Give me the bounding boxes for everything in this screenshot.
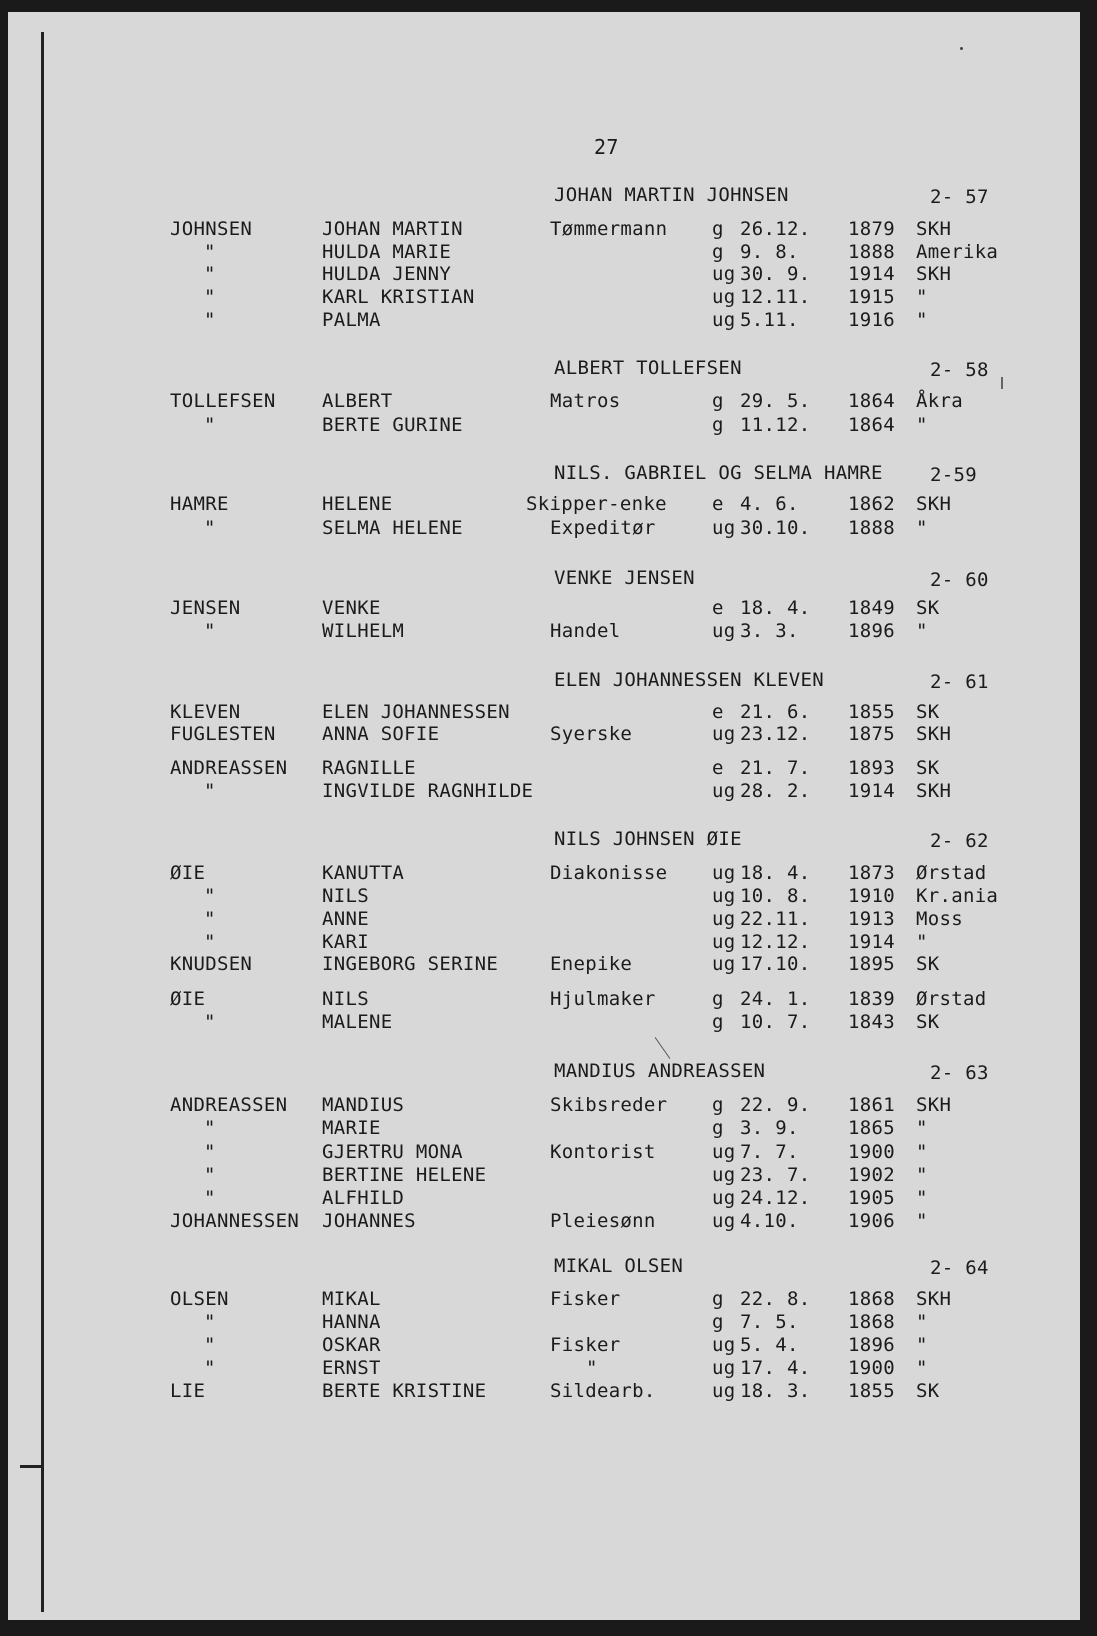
- birth-place: ": [916, 620, 928, 642]
- birth-place: SKH: [916, 493, 952, 515]
- marital-status: ug: [712, 1187, 736, 1209]
- birth-year: 1861: [848, 1094, 895, 1116]
- given-name: KARL KRISTIAN: [322, 286, 475, 308]
- given-name: GJERTRU MONA: [322, 1141, 463, 1163]
- birth-year: 1849: [848, 597, 895, 619]
- birth-place: ": [916, 309, 928, 331]
- marital-status: g: [712, 1011, 724, 1033]
- marital-status: ug: [712, 309, 736, 331]
- marital-status: ug: [712, 1380, 736, 1402]
- occupation: ": [586, 1357, 598, 1379]
- birth-place: ": [916, 1311, 928, 1333]
- surname: ": [204, 931, 216, 953]
- birth-date: 17.10.: [740, 953, 811, 975]
- birth-date: 4. 6.: [740, 493, 799, 515]
- marital-status: ug: [712, 1357, 736, 1379]
- given-name: BERTE GURINE: [322, 414, 463, 436]
- surname: ": [204, 1011, 216, 1033]
- birth-place: SKH: [916, 1288, 952, 1310]
- birth-year: 1888: [848, 241, 895, 263]
- marital-status: ug: [712, 885, 736, 907]
- birth-year: 1896: [848, 1334, 895, 1356]
- marital-status: ug: [712, 620, 736, 642]
- surname: ": [204, 620, 216, 642]
- birth-place: SKH: [916, 218, 952, 240]
- given-name: HANNA: [322, 1311, 381, 1333]
- surname: ": [204, 263, 216, 285]
- given-name: ANNA SOFIE: [322, 723, 440, 745]
- edge-mark: [20, 1465, 42, 1468]
- surname: ": [204, 1357, 216, 1379]
- birth-year: 1855: [848, 701, 895, 723]
- given-name: ALFHILD: [322, 1187, 405, 1209]
- occupation: Skibsreder: [550, 1094, 668, 1116]
- birth-place: ": [916, 931, 928, 953]
- birth-place: ": [916, 1357, 928, 1379]
- birth-date: 22. 8.: [740, 1288, 811, 1310]
- birth-year: 1839: [848, 988, 895, 1010]
- marital-status: ug: [712, 1210, 736, 1232]
- surname: ": [204, 241, 216, 263]
- birth-year: 1914: [848, 780, 895, 802]
- birth-place: ": [916, 1210, 928, 1232]
- occupation: Enepike: [550, 953, 633, 975]
- binding-line: [41, 32, 44, 1612]
- marital-status: ug: [712, 517, 736, 539]
- birth-place: ": [916, 286, 928, 308]
- birth-year: 1896: [848, 620, 895, 642]
- occupation: Fisker: [550, 1334, 621, 1356]
- given-name: KANUTTA: [322, 862, 405, 884]
- given-name: OSKAR: [322, 1334, 381, 1356]
- surname: KLEVEN: [170, 701, 241, 723]
- surname: HAMRE: [170, 493, 229, 515]
- birth-place: Kr.ania: [916, 885, 999, 907]
- section-header: MANDIUS ANDREASSEN: [554, 1060, 766, 1082]
- given-name: KARI: [322, 931, 369, 953]
- surname: ": [204, 517, 216, 539]
- marital-status: e: [712, 757, 724, 779]
- birth-date: 12.12.: [740, 931, 811, 953]
- section-header: ALBERT TOLLEFSEN: [554, 357, 742, 379]
- surname: ": [204, 1311, 216, 1333]
- birth-year: 1873: [848, 862, 895, 884]
- given-name: SELMA HELENE: [322, 517, 463, 539]
- section-header: NILS. GABRIEL OG SELMA HAMRE: [554, 462, 883, 484]
- marital-status: g: [712, 1288, 724, 1310]
- birth-date: 17. 4.: [740, 1357, 811, 1379]
- marital-status: ug: [712, 286, 736, 308]
- given-name: MANDIUS: [322, 1094, 405, 1116]
- surname: ": [204, 885, 216, 907]
- marital-status: e: [712, 701, 724, 723]
- birth-year: 1895: [848, 953, 895, 975]
- occupation: Sildearb.: [550, 1380, 656, 1402]
- birth-year: 1916: [848, 309, 895, 331]
- surname: ANDREASSEN: [170, 757, 288, 779]
- birth-place: SK: [916, 953, 940, 975]
- birth-date: 29. 5.: [740, 390, 811, 412]
- birth-date: 30. 9.: [740, 263, 811, 285]
- marital-status: ug: [712, 723, 736, 745]
- birth-date: 5. 4.: [740, 1334, 799, 1356]
- birth-date: 18. 4.: [740, 862, 811, 884]
- birth-date: 24.12.: [740, 1187, 811, 1209]
- birth-date: 3. 3.: [740, 620, 799, 642]
- given-name: HULDA JENNY: [322, 263, 452, 285]
- marital-status: ug: [712, 908, 736, 930]
- birth-year: 1868: [848, 1311, 895, 1333]
- marital-status: g: [712, 390, 724, 412]
- marital-status: ug: [712, 931, 736, 953]
- birth-year: 1893: [848, 757, 895, 779]
- birth-place: Ørstad: [916, 862, 987, 884]
- marital-status: g: [712, 241, 724, 263]
- birth-place: SK: [916, 701, 940, 723]
- given-name: ELEN JOHANNESSEN: [322, 701, 510, 723]
- birth-year: 1913: [848, 908, 895, 930]
- occupation: Hjulmaker: [550, 988, 656, 1010]
- birth-place: SK: [916, 597, 940, 619]
- given-name: HULDA MARIE: [322, 241, 452, 263]
- birth-place: Moss: [916, 908, 963, 930]
- birth-date: 4.10.: [740, 1210, 799, 1232]
- section-code: 2- 63: [930, 1062, 989, 1084]
- birth-date: 18. 3.: [740, 1380, 811, 1402]
- birth-place: ": [916, 517, 928, 539]
- given-name: BERTE KRISTINE: [322, 1380, 487, 1402]
- birth-year: 1915: [848, 286, 895, 308]
- surname: TOLLEFSEN: [170, 390, 276, 412]
- surname: JOHNSEN: [170, 218, 253, 240]
- given-name: JOHANNES: [322, 1210, 416, 1232]
- occupation: Matros: [550, 390, 621, 412]
- occupation: Diakonisse: [550, 862, 668, 884]
- given-name: ANNE: [322, 908, 369, 930]
- marital-status: g: [712, 218, 724, 240]
- given-name: MARIE: [322, 1117, 381, 1139]
- section-code: 2- 61: [930, 671, 989, 693]
- section-code: 2- 58: [930, 359, 989, 381]
- surname: ØIE: [170, 988, 206, 1010]
- birth-date: 11.12.: [740, 414, 811, 436]
- section-header: ELEN JOHANNESSEN KLEVEN: [554, 669, 824, 691]
- section-code: 2-59: [930, 464, 977, 486]
- occupation: Kontorist: [550, 1141, 656, 1163]
- given-name: JOHAN MARTIN: [322, 218, 463, 240]
- given-name: ALBERT: [322, 390, 393, 412]
- birth-place: SKH: [916, 780, 952, 802]
- occupation: Expeditør: [550, 517, 656, 539]
- birth-year: 1862: [848, 493, 895, 515]
- surname: ": [204, 1187, 216, 1209]
- occupation: Skipper-enke: [526, 493, 667, 515]
- marital-status: g: [712, 1117, 724, 1139]
- surname: ": [204, 1164, 216, 1186]
- birth-year: 1914: [848, 931, 895, 953]
- birth-place: SK: [916, 1380, 940, 1402]
- occupation: Tømmermann: [550, 218, 668, 240]
- birth-date: 10. 8.: [740, 885, 811, 907]
- marital-status: ug: [712, 953, 736, 975]
- section-code: 2- 57: [930, 186, 989, 208]
- birth-year: 1900: [848, 1141, 895, 1163]
- birth-place: ": [916, 1334, 928, 1356]
- birth-date: 26.12.: [740, 218, 811, 240]
- birth-place: ": [916, 1141, 928, 1163]
- occupation: Handel: [550, 620, 621, 642]
- occupation: Fisker: [550, 1288, 621, 1310]
- marital-status: ug: [712, 1334, 736, 1356]
- given-name: NILS: [322, 988, 369, 1010]
- birth-date: 3. 9.: [740, 1117, 799, 1139]
- birth-place: SK: [916, 757, 940, 779]
- marital-status: g: [712, 1311, 724, 1333]
- birth-year: 1879: [848, 218, 895, 240]
- birth-place: SKH: [916, 1094, 952, 1116]
- birth-date: 24. 1.: [740, 988, 811, 1010]
- birth-place: ": [916, 1117, 928, 1139]
- surname: ": [204, 1141, 216, 1163]
- marital-status: ug: [712, 780, 736, 802]
- birth-place: Åkra: [916, 390, 963, 412]
- speck: [1001, 377, 1003, 389]
- birth-place: Ørstad: [916, 988, 987, 1010]
- birth-place: ": [916, 414, 928, 436]
- section-code: 2- 62: [930, 830, 989, 852]
- marital-status: g: [712, 1094, 724, 1116]
- surname: ": [204, 1334, 216, 1356]
- surname: ": [204, 1117, 216, 1139]
- birth-year: 1843: [848, 1011, 895, 1033]
- surname: LIE: [170, 1380, 206, 1402]
- birth-place: ": [916, 1164, 928, 1186]
- birth-date: 7. 7.: [740, 1141, 799, 1163]
- given-name: MALENE: [322, 1011, 393, 1033]
- marital-status: ug: [712, 263, 736, 285]
- given-name: BERTINE HELENE: [322, 1164, 487, 1186]
- given-name: VENKE: [322, 597, 381, 619]
- given-name: MIKAL: [322, 1288, 381, 1310]
- surname: ": [204, 309, 216, 331]
- section-code: 2- 64: [930, 1257, 989, 1279]
- surname: KNUDSEN: [170, 953, 253, 975]
- birth-year: 1855: [848, 1380, 895, 1402]
- surname: ": [204, 780, 216, 802]
- given-name: WILHELM: [322, 620, 405, 642]
- birth-place: SKH: [916, 723, 952, 745]
- marital-status: ug: [712, 1141, 736, 1163]
- birth-year: 1868: [848, 1288, 895, 1310]
- given-name: RAGNILLE: [322, 757, 416, 779]
- birth-date: 22. 9.: [740, 1094, 811, 1116]
- surname: ANDREASSEN: [170, 1094, 288, 1116]
- birth-date: 18. 4.: [740, 597, 811, 619]
- given-name: HELENE: [322, 493, 393, 515]
- surname: ØIE: [170, 862, 206, 884]
- surname: ": [204, 414, 216, 436]
- birth-date: 7. 5.: [740, 1311, 799, 1333]
- surname: ": [204, 286, 216, 308]
- birth-date: 10. 7.: [740, 1011, 811, 1033]
- given-name: NILS: [322, 885, 369, 907]
- speck: [960, 47, 963, 50]
- birth-date: 21. 7.: [740, 757, 811, 779]
- occupation: Pleiesønn: [550, 1210, 656, 1232]
- birth-date: 28. 2.: [740, 780, 811, 802]
- birth-place: SKH: [916, 263, 952, 285]
- marital-status: e: [712, 597, 724, 619]
- marital-status: g: [712, 988, 724, 1010]
- surname: FUGLESTEN: [170, 723, 276, 745]
- birth-date: 22.11.: [740, 908, 811, 930]
- birth-date: 23. 7.: [740, 1164, 811, 1186]
- birth-date: 9. 8.: [740, 241, 799, 263]
- section-header: VENKE JENSEN: [554, 567, 695, 589]
- birth-date: 5.11.: [740, 309, 799, 331]
- given-name: ERNST: [322, 1357, 381, 1379]
- birth-year: 1900: [848, 1357, 895, 1379]
- section-header: JOHAN MARTIN JOHNSEN: [554, 184, 789, 206]
- birth-year: 1888: [848, 517, 895, 539]
- birth-place: SK: [916, 1011, 940, 1033]
- birth-date: 23.12.: [740, 723, 811, 745]
- surname: JOHANNESSEN: [170, 1210, 300, 1232]
- surname: OLSEN: [170, 1288, 229, 1310]
- birth-year: 1864: [848, 390, 895, 412]
- surname: JENSEN: [170, 597, 241, 619]
- birth-year: 1914: [848, 263, 895, 285]
- birth-year: 1865: [848, 1117, 895, 1139]
- section-header: MIKAL OLSEN: [554, 1255, 684, 1277]
- section-header: NILS JOHNSEN ØIE: [554, 828, 742, 850]
- section-code: 2- 60: [930, 569, 989, 591]
- birth-date: 21. 6.: [740, 701, 811, 723]
- marital-status: e: [712, 493, 724, 515]
- birth-year: 1875: [848, 723, 895, 745]
- birth-year: 1910: [848, 885, 895, 907]
- birth-date: 12.11.: [740, 286, 811, 308]
- birth-place: ": [916, 1187, 928, 1209]
- birth-year: 1864: [848, 414, 895, 436]
- birth-year: 1906: [848, 1210, 895, 1232]
- given-name: INGVILDE RAGNHILDE: [322, 780, 534, 802]
- page-number: 27: [594, 135, 619, 159]
- birth-year: 1905: [848, 1187, 895, 1209]
- given-name: PALMA: [322, 309, 381, 331]
- marital-status: ug: [712, 862, 736, 884]
- marital-status: ug: [712, 1164, 736, 1186]
- birth-year: 1902: [848, 1164, 895, 1186]
- birth-date: 30.10.: [740, 517, 811, 539]
- birth-place: Amerika: [916, 241, 999, 263]
- given-name: INGEBORG SERINE: [322, 953, 499, 975]
- marital-status: g: [712, 414, 724, 436]
- occupation: Syerske: [550, 723, 633, 745]
- surname: ": [204, 908, 216, 930]
